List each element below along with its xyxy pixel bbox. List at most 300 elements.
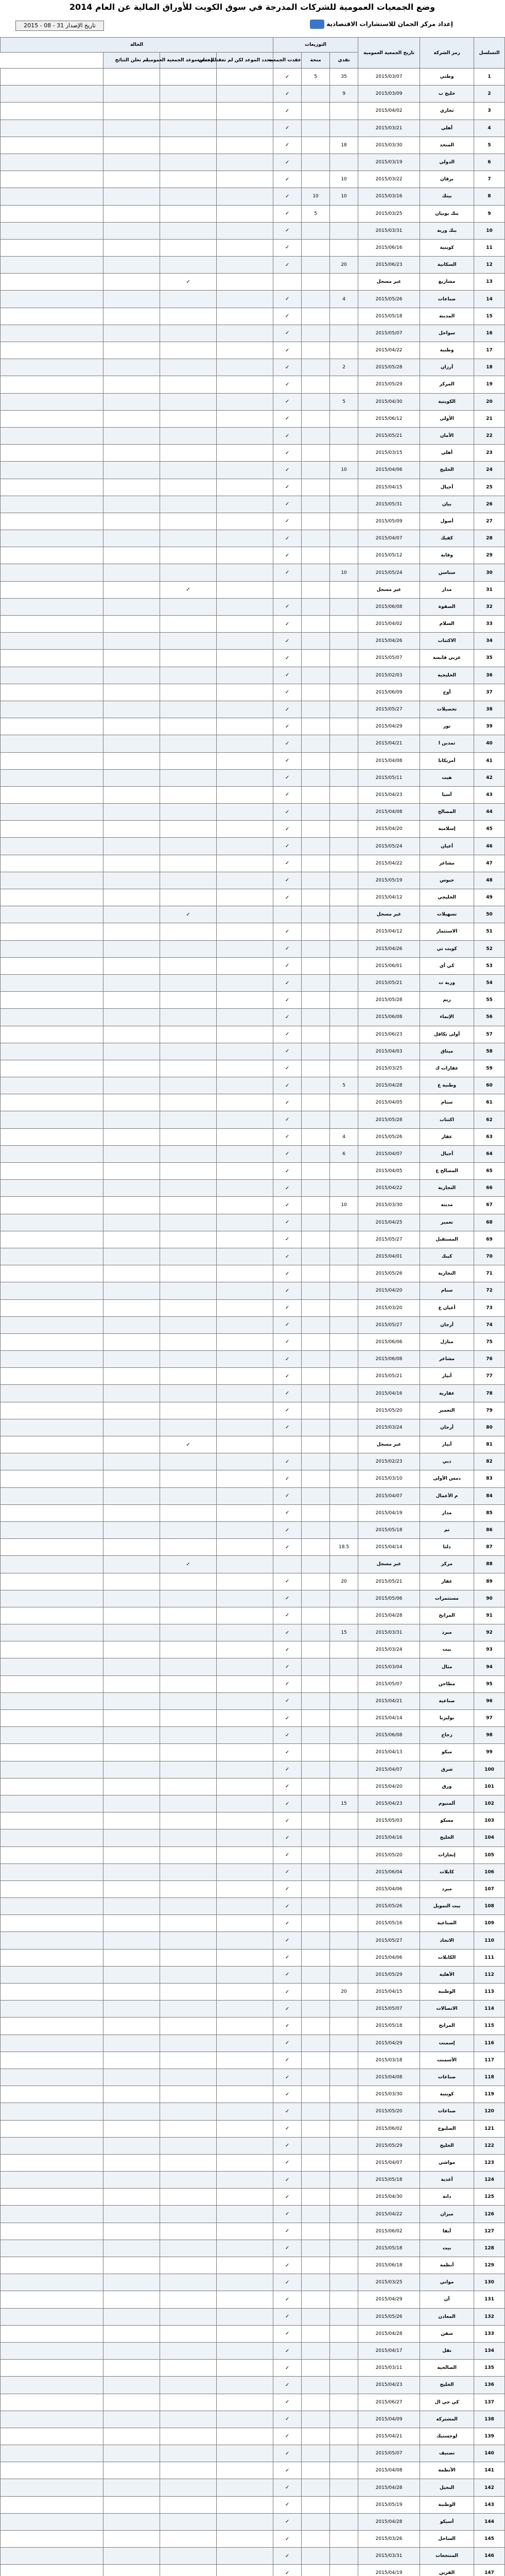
table-row (1, 1060, 505, 1077)
cell-meeting-date: 2015/03/07 (358, 69, 420, 86)
cell-scheduled (217, 1436, 273, 1453)
cell-not-held (160, 427, 217, 444)
cell-done: ✓ (273, 1984, 302, 2001)
cell-seq: 15 (474, 308, 505, 325)
cell-extra (1, 1846, 103, 1863)
cell-meeting-date: 2015/05/27 (358, 1316, 420, 1333)
cell-scheduled (217, 530, 273, 547)
cell-extra (1, 2445, 103, 2462)
cell-done: ✓ (273, 410, 302, 427)
cell-not-announced (103, 1282, 160, 1299)
cell-done: ✓ (273, 2565, 302, 2576)
cell-cash (330, 1214, 358, 1231)
cell-not-held (160, 2291, 217, 2308)
cell-not-held (160, 2531, 217, 2548)
cell-scheduled (217, 2137, 273, 2154)
cell-not-held (160, 1333, 217, 1350)
cell-extra (1, 1539, 103, 1556)
cell-not-held: ✓ (160, 274, 217, 291)
cell-seq: 100 (474, 1761, 505, 1778)
cell-seq: 31 (474, 581, 505, 598)
cell-bonus (302, 1351, 330, 1368)
cell-cash: 10 (330, 564, 358, 581)
cell-not-announced (103, 786, 160, 803)
cell-extra (1, 2377, 103, 2394)
cell-bonus (302, 735, 330, 752)
cell-not-held (160, 564, 217, 581)
cell-code: مشاعر (420, 1351, 474, 1368)
cell-code: عقار (420, 1573, 474, 1590)
cell-done: ✓ (273, 1231, 302, 1248)
cell-not-announced (103, 137, 160, 154)
cell-not-held (160, 855, 217, 872)
cell-extra (1, 1984, 103, 2001)
cell-done: ✓ (273, 188, 302, 205)
cell-bonus (302, 2240, 330, 2257)
cell-done: ✓ (273, 1419, 302, 1436)
table-row (1, 171, 505, 188)
cell-meeting-date: 2015/04/26 (358, 940, 420, 957)
cell-done: ✓ (273, 2172, 302, 2189)
cell-done (273, 906, 302, 923)
cell-seq: 145 (474, 2531, 505, 2548)
cell-not-held (160, 239, 217, 256)
cell-extra (1, 2531, 103, 2548)
table-row (1, 1043, 505, 1060)
cell-bonus (302, 1214, 330, 1231)
cell-seq: 36 (474, 667, 505, 684)
table-row (1, 1214, 505, 1231)
cell-meeting-date: 2015/03/15 (358, 445, 420, 462)
cell-bonus (302, 1094, 330, 1111)
cell-meeting-date: 2015/04/09 (358, 2411, 420, 2428)
cell-bonus (302, 838, 330, 855)
cell-cash (330, 1521, 358, 1538)
cell-not-held (160, 1675, 217, 1692)
cell-cash (330, 513, 358, 530)
cell-meeting-date: 2015/06/01 (358, 957, 420, 974)
cell-code: مركز (420, 1556, 474, 1573)
cell-extra (1, 752, 103, 769)
cell-cash (330, 2103, 358, 2120)
cell-meeting-date: 2015/03/09 (358, 86, 420, 103)
table-row (1, 1282, 505, 1299)
table-row (1, 2018, 505, 2035)
cell-code: أمريكانا (420, 752, 474, 769)
cell-done: ✓ (273, 598, 302, 615)
cell-seq: 140 (474, 2445, 505, 2462)
cell-done: ✓ (273, 445, 302, 462)
table-row (1, 291, 505, 308)
cell-not-held (160, 547, 217, 564)
cell-cash (330, 2240, 358, 2257)
cell-code: الخليج (420, 1829, 474, 1846)
cell-scheduled (217, 923, 273, 940)
cell-meeting-date: 2015/05/20 (358, 1846, 420, 1863)
cell-not-announced (103, 1898, 160, 1915)
cell-seq: 13 (474, 274, 505, 291)
cell-code: صناعات (420, 2103, 474, 2120)
cell-scheduled (217, 1932, 273, 1949)
cell-bonus (302, 1060, 330, 1077)
cell-meeting-date: 2015/04/02 (358, 103, 420, 120)
cell-done: ✓ (273, 2052, 302, 2069)
table-row (1, 1692, 505, 1709)
table-row (1, 684, 505, 701)
cell-seq: 92 (474, 1624, 505, 1641)
cell-done: ✓ (273, 2103, 302, 2120)
cell-seq: 97 (474, 1710, 505, 1727)
cell-scheduled (217, 633, 273, 650)
cell-cash (330, 1898, 358, 1915)
cell-cash: 20 (330, 1573, 358, 1590)
cell-cash (330, 752, 358, 769)
cell-scheduled (217, 2001, 273, 2018)
cell-extra (1, 274, 103, 291)
cell-bonus (302, 393, 330, 410)
cell-bonus (302, 1419, 330, 1436)
cell-not-held (160, 1180, 217, 1197)
cell-not-held (160, 291, 217, 308)
cell-seq: 65 (474, 1163, 505, 1180)
cell-cash (330, 1436, 358, 1453)
cell-done: ✓ (273, 1060, 302, 1077)
cell-not-held (160, 2189, 217, 2206)
cell-not-announced (103, 1299, 160, 1316)
cell-done: ✓ (273, 2342, 302, 2359)
cell-not-announced (103, 1778, 160, 1795)
table-row (1, 496, 505, 513)
cell-code: مواني (420, 2274, 474, 2291)
cell-scheduled (217, 752, 273, 769)
cell-done: ✓ (273, 1043, 302, 1060)
cell-scheduled (217, 1880, 273, 1897)
cell-not-announced (103, 171, 160, 188)
cell-extra (1, 325, 103, 342)
cell-not-held (160, 1453, 217, 1470)
cell-not-held (160, 1470, 217, 1487)
cell-code: أولى تكافل (420, 1026, 474, 1043)
cell-cash: 15 (330, 1795, 358, 1812)
cell-code: الخليج (420, 2137, 474, 2154)
cell-extra (1, 2394, 103, 2411)
table-row (1, 1453, 505, 1470)
table-row (1, 2308, 505, 2325)
cell-bonus (302, 2001, 330, 2018)
cell-not-held (160, 2035, 217, 2052)
table-row (1, 1094, 505, 1111)
cell-bonus (302, 2496, 330, 2513)
cell-scheduled (217, 1043, 273, 1060)
cell-scheduled (217, 992, 273, 1009)
cell-scheduled (217, 872, 273, 889)
cell-code: الأهلية (420, 1966, 474, 1983)
cell-extra (1, 1966, 103, 1983)
cell-seq: 58 (474, 1043, 505, 1060)
cell-extra (1, 1402, 103, 1419)
cell-done: ✓ (273, 1932, 302, 1949)
cell-done: ✓ (273, 1778, 302, 1795)
cell-bonus (302, 1846, 330, 1863)
cell-seq: 96 (474, 1692, 505, 1709)
cell-meeting-date: 2015/04/16 (358, 1829, 420, 1846)
cell-done: ✓ (273, 1180, 302, 1197)
cell-bonus (302, 1163, 330, 1180)
cell-done: ✓ (273, 2274, 302, 2291)
cell-meeting-date: 2015/06/08 (358, 1009, 420, 1026)
cell-extra (1, 1607, 103, 1624)
cell-not-held (160, 1641, 217, 1658)
cell-not-announced (103, 2513, 160, 2530)
cell-meeting-date: 2015/04/22 (358, 2206, 420, 2223)
cell-seq: 107 (474, 1880, 505, 1897)
cell-scheduled (217, 1727, 273, 1744)
cell-cash (330, 581, 358, 598)
cell-bonus (302, 1932, 330, 1949)
cell-cash (330, 376, 358, 393)
cell-done: ✓ (273, 1197, 302, 1214)
table-row (1, 2120, 505, 2137)
cell-extra (1, 974, 103, 991)
cell-done: ✓ (273, 2308, 302, 2325)
cell-not-held (160, 2001, 217, 2018)
cell-cash (330, 1675, 358, 1692)
cell-cash (330, 530, 358, 547)
cell-not-announced (103, 1094, 160, 1111)
cell-cash (330, 325, 358, 342)
cell-bonus (302, 974, 330, 991)
cell-meeting-date: 2015/05/18 (358, 1521, 420, 1538)
subheader (0, 19, 504, 34)
cell-seq: 132 (474, 2308, 505, 2325)
cell-extra (1, 1043, 103, 1060)
cell-scheduled (217, 2496, 273, 2513)
table-row (1, 616, 505, 633)
table-row (1, 2377, 505, 2394)
cell-scheduled (217, 1898, 273, 1915)
cell-bonus (302, 1710, 330, 1727)
table-row (1, 154, 505, 171)
cell-not-held (160, 393, 217, 410)
cell-extra (1, 633, 103, 650)
cell-scheduled (217, 2274, 273, 2291)
cell-done: ✓ (273, 1539, 302, 1556)
cell-bonus (302, 1145, 330, 1162)
cell-not-announced (103, 1573, 160, 1590)
cell-scheduled (217, 1248, 273, 1265)
cell-not-held (160, 598, 217, 615)
cell-extra (1, 667, 103, 684)
cell-scheduled (217, 940, 273, 957)
cell-seq: 82 (474, 1453, 505, 1470)
cell-not-announced (103, 1880, 160, 1897)
cell-not-held (160, 1984, 217, 2001)
cell-meeting-date: 2015/03/25 (358, 205, 420, 222)
table-row (1, 2172, 505, 2189)
cell-not-held (160, 1402, 217, 1419)
cell-extra (1, 393, 103, 410)
cell-meeting-date: 2015/04/23 (358, 1795, 420, 1812)
cell-not-announced (103, 821, 160, 838)
table-row (1, 1863, 505, 1880)
cell-scheduled (217, 1111, 273, 1128)
cell-seq: 67 (474, 1197, 505, 1214)
cell-not-held (160, 1846, 217, 1863)
cell-meeting-date: 2015/04/28 (358, 1607, 420, 1624)
cell-code: الصناعية (420, 1915, 474, 1932)
cell-cash (330, 410, 358, 427)
cell-cash (330, 1180, 358, 1197)
cell-scheduled (217, 1675, 273, 1692)
cell-bonus (302, 2154, 330, 2171)
cell-scheduled (217, 171, 273, 188)
table-row (1, 1966, 505, 1983)
cell-not-held (160, 2479, 217, 2496)
table-row (1, 547, 505, 564)
cell-not-held (160, 804, 217, 821)
cell-cash: 20 (330, 1984, 358, 2001)
cell-bonus (302, 1898, 330, 1915)
cell-scheduled (217, 2172, 273, 2189)
table-row (1, 1368, 505, 1385)
cell-extra (1, 496, 103, 513)
cell-code: الاتحاد (420, 1932, 474, 1949)
cell-cash (330, 239, 358, 256)
cell-cash (330, 2154, 358, 2171)
cell-meeting-date: 2015/03/31 (358, 1624, 420, 1641)
cell-extra (1, 1863, 103, 1880)
cell-meeting-date: 2015/06/18 (358, 2257, 420, 2274)
cell-scheduled (217, 906, 273, 923)
cell-meeting-date: 2015/04/17 (358, 2342, 420, 2359)
table-row (1, 1504, 505, 1521)
cell-meeting-date: 2015/06/23 (358, 1026, 420, 1043)
cell-scheduled (217, 222, 273, 239)
cell-scheduled (217, 2360, 273, 2377)
cell-meeting-date: 2015/02/03 (358, 667, 420, 684)
cell-extra (1, 872, 103, 889)
cell-cash: 6 (330, 1145, 358, 1162)
cell-cash: 4 (330, 291, 358, 308)
cell-scheduled (217, 1402, 273, 1419)
cell-scheduled (217, 2479, 273, 2496)
cell-seq: 60 (474, 1077, 505, 1094)
cell-done: ✓ (273, 205, 302, 222)
cell-code: دانة (420, 2189, 474, 2206)
table-row (1, 1949, 505, 1966)
table-row (1, 769, 505, 786)
col-code: رمز الشركة (420, 38, 474, 69)
cell-meeting-date: 2015/04/07 (358, 2154, 420, 2171)
cell-code: كويتية (420, 239, 474, 256)
cell-not-announced (103, 1316, 160, 1333)
cell-cash: 2 (330, 359, 358, 376)
cell-not-held (160, 1282, 217, 1299)
cell-extra (1, 257, 103, 274)
cell-not-held (160, 1727, 217, 1744)
cell-seq: 128 (474, 2240, 505, 2257)
table-row (1, 2189, 505, 2206)
cell-code: الخليجية (420, 667, 474, 684)
cell-code: بوليزنا (420, 1710, 474, 1727)
table-row (1, 1333, 505, 1350)
cell-not-held (160, 923, 217, 940)
cell-bonus (302, 2445, 330, 2462)
cell-meeting-date: 2015/04/07 (358, 1145, 420, 1162)
cell-bonus (302, 598, 330, 615)
cell-meeting-date: 2015/04/23 (358, 2377, 420, 2394)
cell-done: ✓ (273, 2548, 302, 2565)
cell-seq: 142 (474, 2479, 505, 2496)
cell-not-announced (103, 69, 160, 86)
cell-extra (1, 1077, 103, 1094)
table-row (1, 1009, 505, 1026)
cell-seq: 81 (474, 1436, 505, 1453)
cell-scheduled (217, 342, 273, 359)
cell-done: ✓ (273, 1573, 302, 1590)
cell-meeting-date: 2015/03/24 (358, 1641, 420, 1658)
cell-extra (1, 581, 103, 598)
cell-code: المعادن (420, 2308, 474, 2325)
cell-cash (330, 1026, 358, 1043)
cell-meeting-date: 2015/04/06 (358, 462, 420, 479)
table-row (1, 821, 505, 838)
cell-meeting-date: 2015/05/07 (358, 325, 420, 342)
cell-done: ✓ (273, 1402, 302, 1419)
cell-seq: 143 (474, 2496, 505, 2513)
cell-bonus (302, 1453, 330, 1470)
cell-cash (330, 974, 358, 991)
cell-not-announced (103, 1265, 160, 1282)
cell-done: ✓ (273, 239, 302, 256)
cell-meeting-date: غير مسجل (358, 274, 420, 291)
cell-done: ✓ (273, 2137, 302, 2154)
cell-meeting-date: 2015/04/02 (358, 616, 420, 633)
cell-done: ✓ (273, 650, 302, 667)
cell-bonus (302, 2479, 330, 2496)
cell-done: ✓ (273, 2411, 302, 2428)
cell-done: ✓ (273, 2325, 302, 2342)
cell-bonus (302, 2360, 330, 2377)
cell-bonus (302, 1402, 330, 1419)
table-row (1, 1539, 505, 1556)
cell-scheduled (217, 205, 273, 222)
cell-scheduled (217, 2445, 273, 2462)
cell-meeting-date: 2015/06/16 (358, 239, 420, 256)
cell-done: ✓ (273, 2001, 302, 2018)
cell-extra (1, 222, 103, 239)
cell-meeting-date: 2015/04/21 (358, 735, 420, 752)
cell-not-announced (103, 530, 160, 547)
cell-done: ✓ (273, 2086, 302, 2103)
cell-not-announced (103, 188, 160, 205)
cell-not-held (160, 1026, 217, 1043)
cell-seq: 41 (474, 752, 505, 769)
cell-not-held (160, 718, 217, 735)
cell-extra (1, 1658, 103, 1675)
cell-extra (1, 462, 103, 479)
cell-meeting-date: 2015/03/10 (358, 1470, 420, 1487)
cell-extra (1, 1385, 103, 1402)
cell-extra (1, 1880, 103, 1897)
table-row (1, 957, 505, 974)
cell-done: ✓ (273, 1316, 302, 1333)
cell-code: لوجستيك (420, 2428, 474, 2445)
cell-bonus (302, 2513, 330, 2530)
cell-bonus (302, 1692, 330, 1709)
cell-seq: 12 (474, 257, 505, 274)
cell-scheduled (217, 2291, 273, 2308)
